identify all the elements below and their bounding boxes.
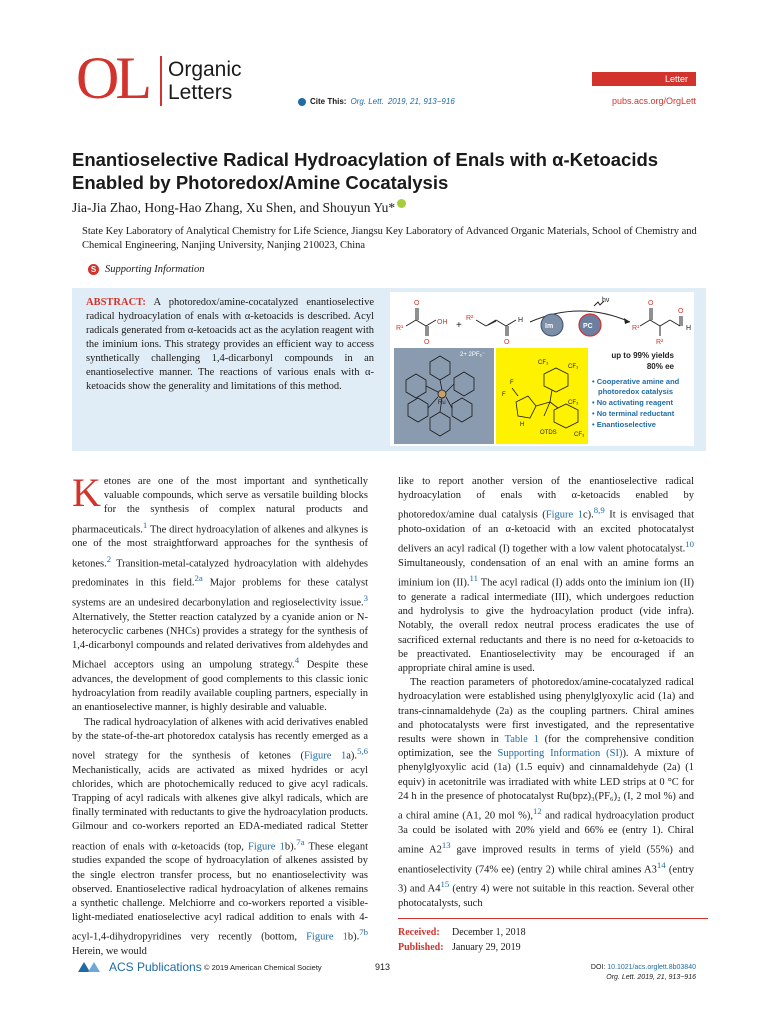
toc-cf3-c: CF₃ (568, 400, 579, 406)
article-title-line2: Enabled by Photoredox/Amine Cocatalysis (72, 172, 449, 193)
supporting-info-inline-link[interactable]: Supporting Information (SI) (497, 748, 623, 760)
toc-hv: hν (602, 297, 610, 304)
published-label: Published: (398, 942, 444, 953)
toc-o-a: O (414, 300, 420, 307)
abstract-label: ABSTRACT: (86, 297, 146, 308)
toc-f-b: F (502, 392, 506, 398)
ref-link[interactable]: 13 (441, 839, 451, 850)
ref-link[interactable]: 8,9 (593, 505, 605, 516)
toc-otds: OTDS (540, 430, 557, 436)
toc-r2-a: R² (466, 315, 474, 322)
toc-cf3-a: CF₃ (538, 360, 549, 366)
paragraph-intro: Ketones are one of the most important and synthetically valuable compounds, which serve as versatile building blocks for the synthesis of complex natural products and pharmaceuticals.$^1$ The direct hydroacylation of alkenes and alkynes is one of the most straightforward approaches for the synthesis of ketones.$^2$ Transition-metal-catalyzed hydroacylation with aldehydes predominates in this field.$^{2a}$ Major problems for these catalyst systems are an undesired decarbonylation and regioselectivity issue.$^3$ Alternatively, the Stetter reaction catalyzed by a cyanide anion or N-heterocyclic carbenes (NHCs) provides a strategy for the synthesis of 1,4-dicarbonyl compounds and related derivatives from aldehydes and Michael acceptors using an umpolung strategy.$^4$ Despite these advances, the development of good complements to this classic ionic hydroacylation from readily available coupling partners, especially in an enantioselective manner, is highly desirable and valuable. (72, 470, 369, 714)
journal-name (168, 58, 242, 104)
ref-link[interactable]: 11 (469, 573, 478, 584)
toc-yields: up to 99% yields (611, 351, 674, 360)
toc-cf3-b: CF₃ (568, 364, 579, 370)
toc-bullet-1b: photoredox catalysis (598, 387, 674, 396)
cite-journal-link[interactable]: Org. Lett. (350, 97, 384, 106)
table-link[interactable]: Table 1 (504, 733, 539, 745)
toc-f-a: F (510, 380, 514, 386)
abstract-body: A photoredox/amine-cocatalyzed enantioselective radical hydroacylation of enals with α-ketoacids is described. Acyl radicals generated from α-ketoacids act as the acylation reagent with the iminium ions. This strategy provides an efficient way to access synthetically challenging 1,4-dicarbonyl compounds in an enantioselective manner. The reactions of various enals with α-ketoacids show the generality and limitations of this method. (86, 297, 374, 392)
toc-pf6: 2+ 2PF₆⁻ (460, 352, 486, 358)
supporting-info-icon: S (88, 264, 99, 275)
cite-this[interactable] (298, 97, 455, 106)
toc-ee: 80% ee (646, 362, 674, 371)
abstract-box (72, 288, 706, 451)
figure-link[interactable]: Figure 1 (247, 841, 285, 853)
paragraph-approach: like to report another version of the enantioselective radical hydroacylation of enals with α-ketoacids enabled by photoredox/amine dual catalysis (Figure 1c).$^{8,9}$ It is envisaged that photo-oxidation of an α-ketoacid with an excited photocatalyst delivers an acyl radical (I) together with a low valent photocatalyst.$^{10}$ Simultaneously, condensation of an enal with an amine forms an iminium ion (II).$^{11}$ The acyl radical (I) adds onto the iminium ion (II) to generate a radical intermediate (III), which undergoes reduction and hydrolysis to give the hydroacylation product (vide infra). Notably, the overall redox neutral process eradicates the use of sacrificed external reductants and there is no need for α-ketoacids to be preactivated. Enantioselectivity may be encouraged if an appropriate chiral amine is used. (398, 476, 694, 674)
received-date: December 1, 2018 (452, 927, 526, 938)
toc-r1-b: R¹ (632, 325, 640, 332)
toc-h-b: H (686, 325, 692, 332)
toc-bullet-4: • Enantioselective (592, 420, 656, 429)
doi-link[interactable]: 10.1021/acs.orglett.8b03840 (607, 964, 696, 971)
toc-o-d: O (648, 300, 654, 307)
ref-link[interactable]: 2a (194, 573, 203, 584)
toc-r1-a: R¹ (396, 325, 404, 332)
ref-link[interactable]: 14 (656, 859, 666, 870)
toc-oh: OH (437, 319, 448, 326)
doi-block (591, 963, 696, 983)
published-row (398, 940, 708, 955)
toc-bullet-3: • No terminal reductant (592, 409, 675, 418)
cite-volume-link[interactable]: 2019, 21, 913−916 (387, 97, 455, 106)
toc-o-b: O (424, 339, 430, 346)
published-date: January 29, 2019 (452, 942, 521, 953)
publication-dates (398, 918, 708, 955)
logo-mark: OL (76, 45, 148, 111)
footer-citation: Org. Lett. 2019, 21, 913−916 (606, 974, 696, 981)
toc-plus: + (456, 320, 462, 331)
abstract-text (86, 296, 374, 394)
orcid-icon[interactable] (397, 199, 406, 208)
toc-o-c: O (504, 339, 510, 346)
cite-icon (298, 98, 306, 106)
paragraph-optimization: The reaction parameters of photoredox/amine-cocatalyzed radical hydroacylation were established using phenylglyoxylic acid (1a) and trans-cinnamaldehyde (2a) as the coupling partners. Chiral amines and photocatalysts were first investigated, and the representative results were shown in Table 1 (for the comprehensive condition optimization, see the Supporting Information (SI)). A mixture of phenylglyoxylic acid (1a) (1.5 equiv) and cinnamaldehyde (2a) (1 equiv) in acetonitrile was irradiated with white LED strips at 0 °C for 24 h in the presence of photocatalyst Ru(bpz)₃(PF₆)₂ (I, 2 mol %) and a chiral amine (A1, 20 mol %),$^{12}$ and radical hydroacylation product 3a could be isolated with 20% yield and 66% ee (entry 1). Chiral amine A2$^{13}$ gave improved results in terms of yield (55%) and enantioselectivity (74% ee) (entry 2) while chiral amines A3$^{14}$ (entry 3) and A4$^{15}$ (entry 4) were not suitable in this reaction. Several other photocatalysts, such (398, 677, 694, 909)
journal-site-link[interactable]: pubs.acs.org/OrgLett (611, 96, 696, 106)
body-column-left (72, 470, 369, 959)
toc-bullet-2: • No activating reagent (592, 398, 673, 407)
body-column-right (398, 475, 694, 911)
toc-cf3-d: CF₃ (574, 432, 585, 438)
ref-link[interactable]: 5,6 (357, 745, 368, 756)
article-type-badge: Letter (592, 72, 696, 86)
author-list (72, 199, 406, 216)
toc-o-e: O (678, 308, 684, 315)
ref-link[interactable]: 12 (533, 805, 542, 816)
ref-link[interactable]: 4 (294, 655, 300, 666)
acs-logo-icon (76, 960, 104, 974)
journal-logo (76, 45, 306, 111)
toc-r2-b: R² (656, 339, 664, 346)
toc-im: Im (545, 323, 554, 330)
received-label: Received: (398, 927, 440, 938)
toc-h-a: H (518, 317, 524, 324)
ref-link[interactable]: 1 (142, 519, 148, 530)
acs-publications-logo[interactable] (76, 960, 202, 974)
cite-label: Cite This: (310, 97, 347, 106)
received-row (398, 925, 708, 940)
toc-ru: Ru (438, 400, 446, 406)
paragraph-radical: The radical hydroacylation of alkenes with acid derivatives enabled by the state-of-the-art photoredox catalysis has recently emerged as a novel strategy for the synthesis of ketones (Figure 1a).$^{5,6}$ Mechanistically, acids are activated as mixed hydrides or acyl chlorides, which are photochemically reduced to give acyl radicals. Trapping of acyl radicals with alkenes give alkyl radicals, which are finally terminated with reductants to give the hydroacylation products. Gilmour and co-workers reported an EDA-mediated radical Stetter reaction of enals with α-ketoacids (top, Figure 1b).$^{7a}$ These elegant studies expanded the scope of hydroacylation of alkenes assisted by the single electron transfer process, but no enantioselectivity was observed. Enantioselective radical hydroacylation of alkenes remains a synthetic challenge. Melchiorre and co-workers reported a visible-light-mediated enatioselective acyl radical addition to enals with 4-acyl-1,4-dihydropyridines very recently (bottom, Figure 1b).$^{7b}$ Herein, we would (72, 716, 368, 958)
toc-graphic (390, 292, 694, 446)
ref-link[interactable]: 7b (359, 927, 368, 938)
supporting-info-label[interactable]: Supporting Information (105, 264, 205, 275)
ref-link[interactable]: 7a (296, 836, 305, 847)
logo-divider (160, 56, 162, 106)
ref-link[interactable]: 2 (106, 553, 112, 564)
supporting-info-link[interactable] (88, 264, 204, 275)
toc-pc: PC (583, 323, 593, 330)
author-names: Jia-Jia Zhao, Hong-Hao Zhang, Xu Shen, and Shouyun Yu* (72, 200, 396, 215)
figure-link[interactable]: Figure 1 (303, 750, 347, 762)
copyright: © 2019 American Chemical Society (204, 963, 322, 972)
journal-name-line1: Organic (168, 58, 242, 81)
publisher-name: ACS Publications (109, 960, 202, 974)
toc-nh: H (520, 422, 525, 428)
article-title (72, 148, 702, 194)
drop-cap: K (72, 470, 101, 515)
article-title-line1: Enantioselective Radical Hydroacylation of Enals with α-Ketoacids (72, 149, 659, 170)
doi-line: DOI: 10.1021/acs.orglett.8b03840 (590, 964, 696, 971)
figure-link[interactable]: Figure 1 (545, 509, 583, 521)
journal-name-line2: Letters (168, 81, 233, 104)
ref-link[interactable]: 3 (363, 592, 368, 603)
page-number: 913 (375, 962, 391, 972)
ref-link[interactable]: 10 (685, 539, 694, 550)
ref-link[interactable]: 15 (440, 879, 450, 890)
affiliation: State Key Laboratory of Analytical Chemistry for Life Science, Jiangsu Key Laboratory of Advanced Organic Materials, School of Chemistry and Chemical Engineering, Nanjing University, Nanjing 210023, China (82, 226, 697, 251)
toc-bullet-1: • Cooperative amine and (592, 377, 680, 386)
figure-link[interactable]: Figure 1 (306, 931, 348, 943)
